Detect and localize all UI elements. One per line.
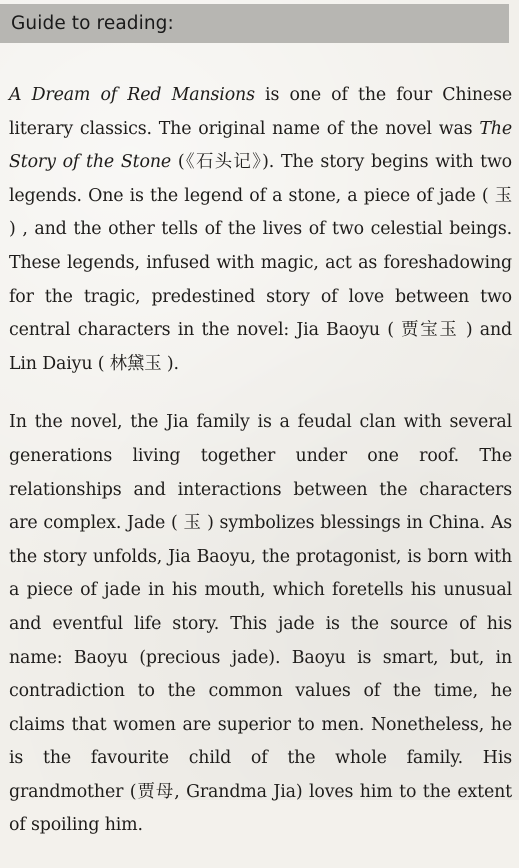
section-heading: Guide to reading: — [11, 13, 174, 34]
paragraph-intro-text-a: is one of the four Chinese literary classics. The original name of the novel was — [9, 85, 512, 139]
section-heading-bar — [0, 4, 509, 43]
novel-original-title: The Story of the Stone — [9, 118, 512, 173]
reading-guide-body — [9, 79, 512, 868]
paragraph-intro — [9, 79, 512, 381]
novel-title: A Dream of Red Mansions — [9, 85, 255, 105]
paragraph-intro-text-b: (《石头记》). The story begins with two legends. One is the legend of a stone, a piece of jade ( 玉 ) , and the other tells of the lives of two celestial beings. These legends, infused with magic, act as foreshadowing for the tragic, predestined story of love between two central characters in the novel: Jia Baoyu ( 贾宝玉 ) and Lin Daiyu ( 林黛玉 ). — [9, 152, 513, 374]
paragraph-jia-family: In the novel, the Jia family is a feudal clan with several generations living together under one roof. The relationships and interactions between the characters are complex. Jade ( 玉 ) symbolizes blessings in China. As the story unfolds, Jia Baoyu, the protagonist, is born with a piece of jade in his mouth, which foretells his unusual and eventful life story. This jade is the source of his name: Baoyu (precious jade). Baoyu is smart, but, in contradiction to the common values of the time, he claims that women are superior to men. Nonetheless, he is the favourite child of the whole family. His grandmother (贾母, Grandma Jia) loves him to the extent of spoiling him. — [9, 412, 512, 836]
